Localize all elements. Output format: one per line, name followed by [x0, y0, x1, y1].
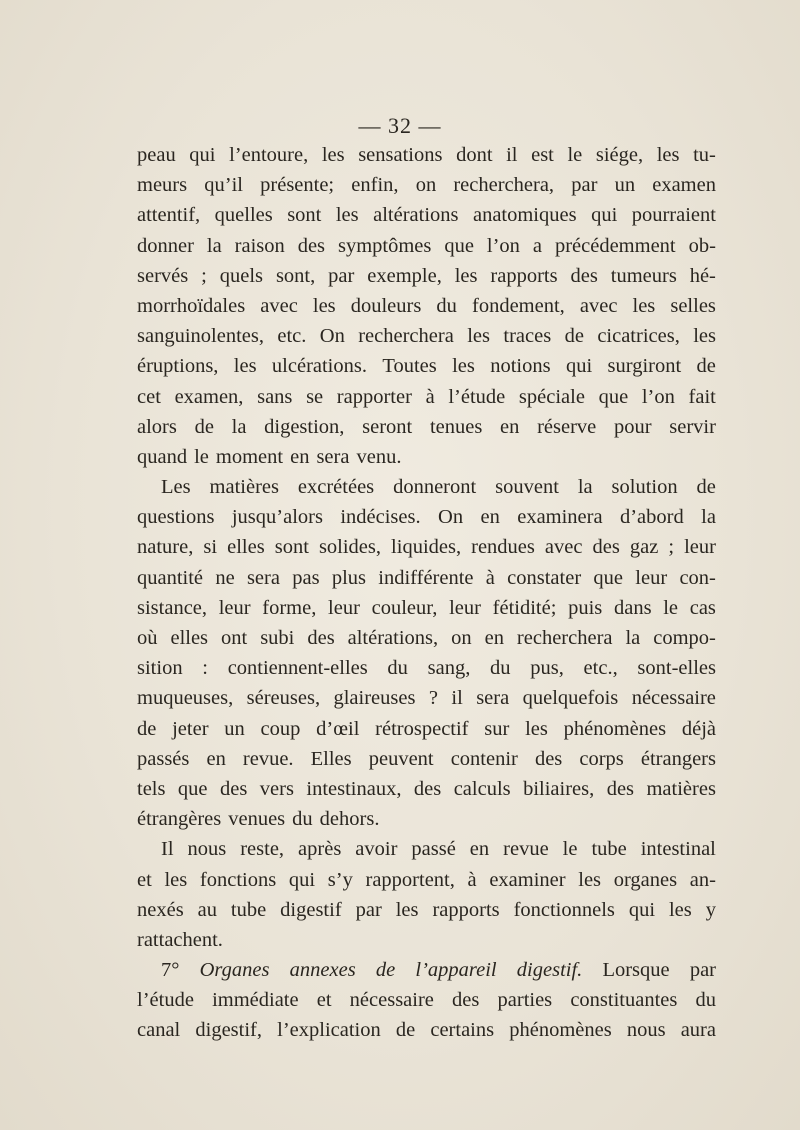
text-line: rattachent. — [137, 928, 223, 951]
text-line: attentif, quelles sont les altérations anatomiques qui pourraient — [137, 204, 716, 227]
text-line: passés en revue. Elles peuvent contenir des corps étrangers — [137, 747, 716, 770]
text-line: Les matières excrétées donneront souvent la solution de — [161, 476, 716, 499]
body-text — [137, 140, 716, 1046]
text-line: questions jusqu’alors indécises. On en examinera d’abord la — [137, 506, 716, 529]
text-line: éruptions, les ulcérations. Toutes les notions qui surgiront de — [137, 355, 716, 378]
text-line: alors de la digestion, seront tenues en réserve pour servir — [137, 415, 716, 438]
text-line: quantité ne sera pas plus indifférente à constater que leur con- — [137, 566, 716, 589]
text-line: cet examen, sans se rapporter à l’étude spéciale que l’on fait — [137, 385, 716, 408]
text-line: l’étude immédiate et nécessaire des parties constituantes du — [137, 989, 716, 1012]
text-line: morrhoïdales avec les douleurs du fondement, avec les selles — [137, 294, 716, 317]
text-line: sanguinolentes, etc. On recherchera les traces de cicatrices, les — [137, 325, 716, 348]
text-line: sition : contiennent-elles du sang, du pus, etc., sont-elles — [137, 657, 716, 680]
text-line: de jeter un coup d’œil rétrospectif sur les phénomènes déjà — [137, 717, 716, 740]
text-line: où elles ont subi des altérations, on en recherchera la compo- — [137, 627, 716, 649]
text-line: étrangères venues du dehors. — [137, 808, 380, 831]
text-line: muqueuses, séreuses, glaireuses ? il sera quelquefois nécessaire — [137, 687, 716, 710]
text-line: meurs qu’il présente; enfin, on recherchera, par un examen — [137, 174, 716, 197]
text-line: et les fonctions qui s’y rapportent, à examiner les organes an- — [137, 868, 716, 891]
text-line: Il nous reste, après avoir passé en revue le tube intestinal — [161, 838, 716, 861]
text-line: sistance, leur forme, leur couleur, leur fétidité; puis dans le cas — [137, 596, 716, 619]
text-line: nature, si elles sont solides, liquides, rendues avec des gaz ; leur — [137, 536, 716, 559]
text-line: 7° Organes annexes de l’appareil digestif. Lorsque par — [161, 959, 716, 982]
page-number: — 32 — — [358, 113, 442, 138]
text-line: quand le moment en sera venu. — [137, 445, 402, 468]
text-line: tels que des vers intestinaux, des calculs biliaires, des matières — [137, 777, 716, 800]
text-line: canal digestif, l’explication de certains phénomènes nous aura — [137, 1019, 716, 1042]
text-line: servés ; quels sont, par exemple, les rapports des tumeurs hé- — [137, 264, 716, 287]
text-line: nexés au tube digestif par les rapports fonctionnels qui les y — [137, 898, 716, 921]
text-line: donner la raison des symptômes que l’on a précédemment ob- — [137, 234, 716, 257]
text-line: peau qui l’entoure, les sensations dont il est le siége, les tu- — [137, 144, 716, 166]
